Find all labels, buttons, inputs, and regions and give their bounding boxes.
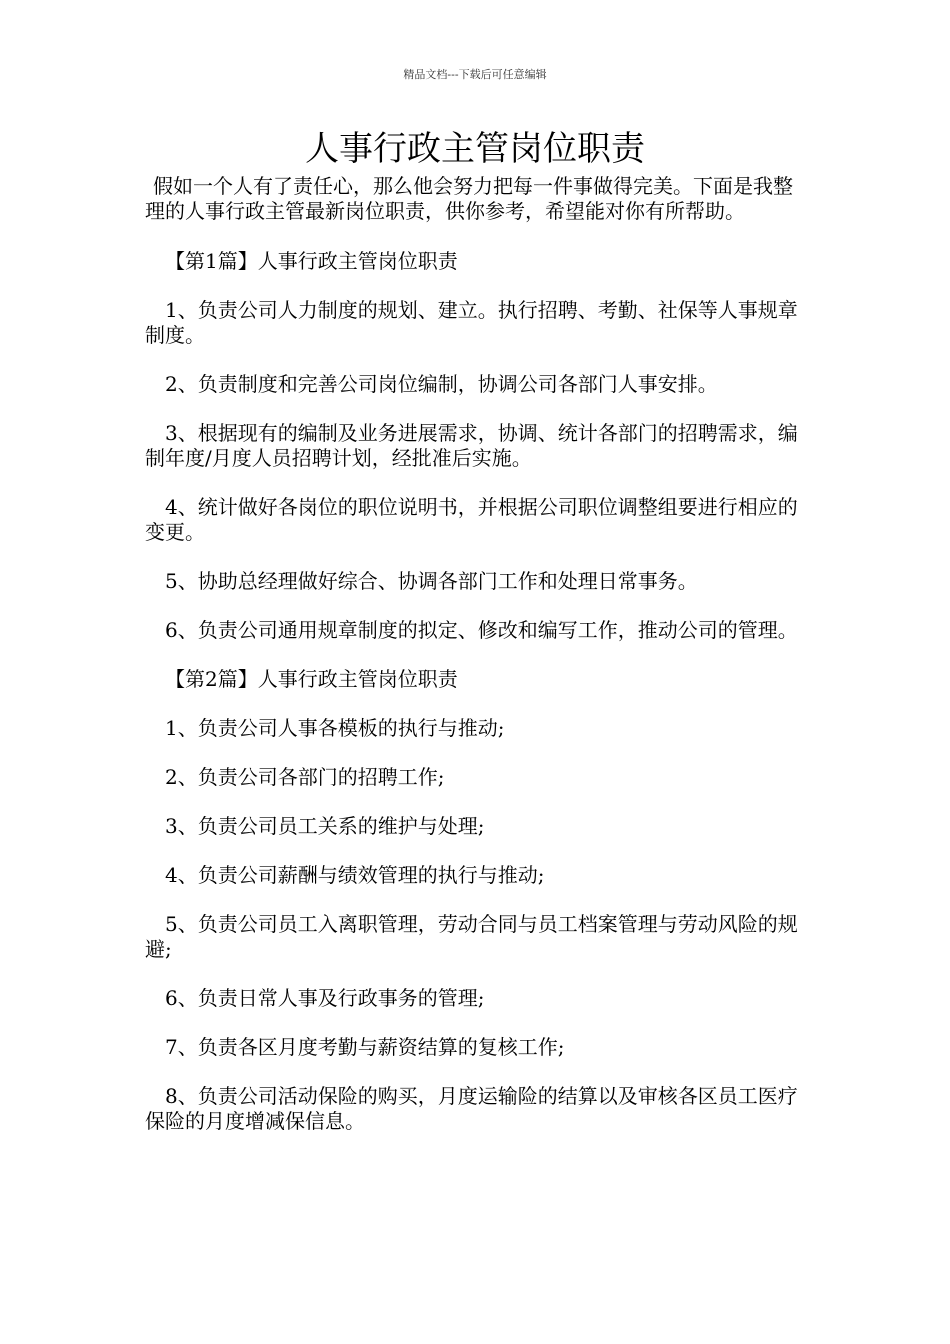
document-body [145, 174, 807, 1158]
section-heading-1: 【第1篇】人事行政主管岗位职责 [165, 249, 458, 273]
list-item: 5、负责公司员工入离职管理，劳动合同与员工档案管理与劳动风险的规避; [145, 912, 798, 961]
list-item: 3、负责公司员工关系的维护与处理; [165, 814, 485, 838]
list-item: 7、负责各区月度考勤与薪资结算的复核工作; [165, 1035, 565, 1059]
section-heading-2: 【第2篇】人事行政主管岗位职责 [165, 667, 458, 691]
header-note: 精品文档---下载后可任意编辑 [403, 68, 547, 81]
list-item: 4、统计做好各岗位的职位说明书，并根据公司职位调整组要进行相应的变更。 [145, 495, 798, 544]
list-item: 6、负责公司通用规章制度的拟定、修改和编写工作，推动公司的管理。 [165, 618, 798, 642]
list-item: 1、负责公司人力制度的规划、建立。执行招聘、考勤、社保等人事规章制度。 [145, 298, 798, 347]
list-item: 2、负责制度和完善公司岗位编制，协调公司各部门人事安排。 [165, 372, 718, 396]
intro-paragraph: 假如一个人有了责任心，那么他会努力把每一件事做得完美。下面是我整理的人事行政主管最新岗位职责，供你参考，希望能对你有所帮助。 [145, 174, 793, 223]
list-item: 2、负责公司各部门的招聘工作; [165, 765, 445, 789]
list-item: 8、负责公司活动保险的购买，月度运输险的结算以及审核各区员工医疗保险的月度增减保信息。 [145, 1084, 798, 1133]
list-item: 5、协助总经理做好综合、协调各部门工作和处理日常事务。 [165, 569, 698, 593]
list-item: 3、根据现有的编制及业务进展需求，协调、统计各部门的招聘需求，编制年度/月度人员招聘计划，经批准后实施。 [145, 421, 798, 470]
document-title: 人事行政主管岗位职责 [305, 129, 645, 169]
list-item: 4、负责公司薪酬与绩效管理的执行与推动; [165, 863, 545, 887]
list-item: 1、负责公司人事各模板的执行与推动; [165, 716, 505, 740]
list-item: 6、负责日常人事及行政事务的管理; [165, 986, 485, 1010]
